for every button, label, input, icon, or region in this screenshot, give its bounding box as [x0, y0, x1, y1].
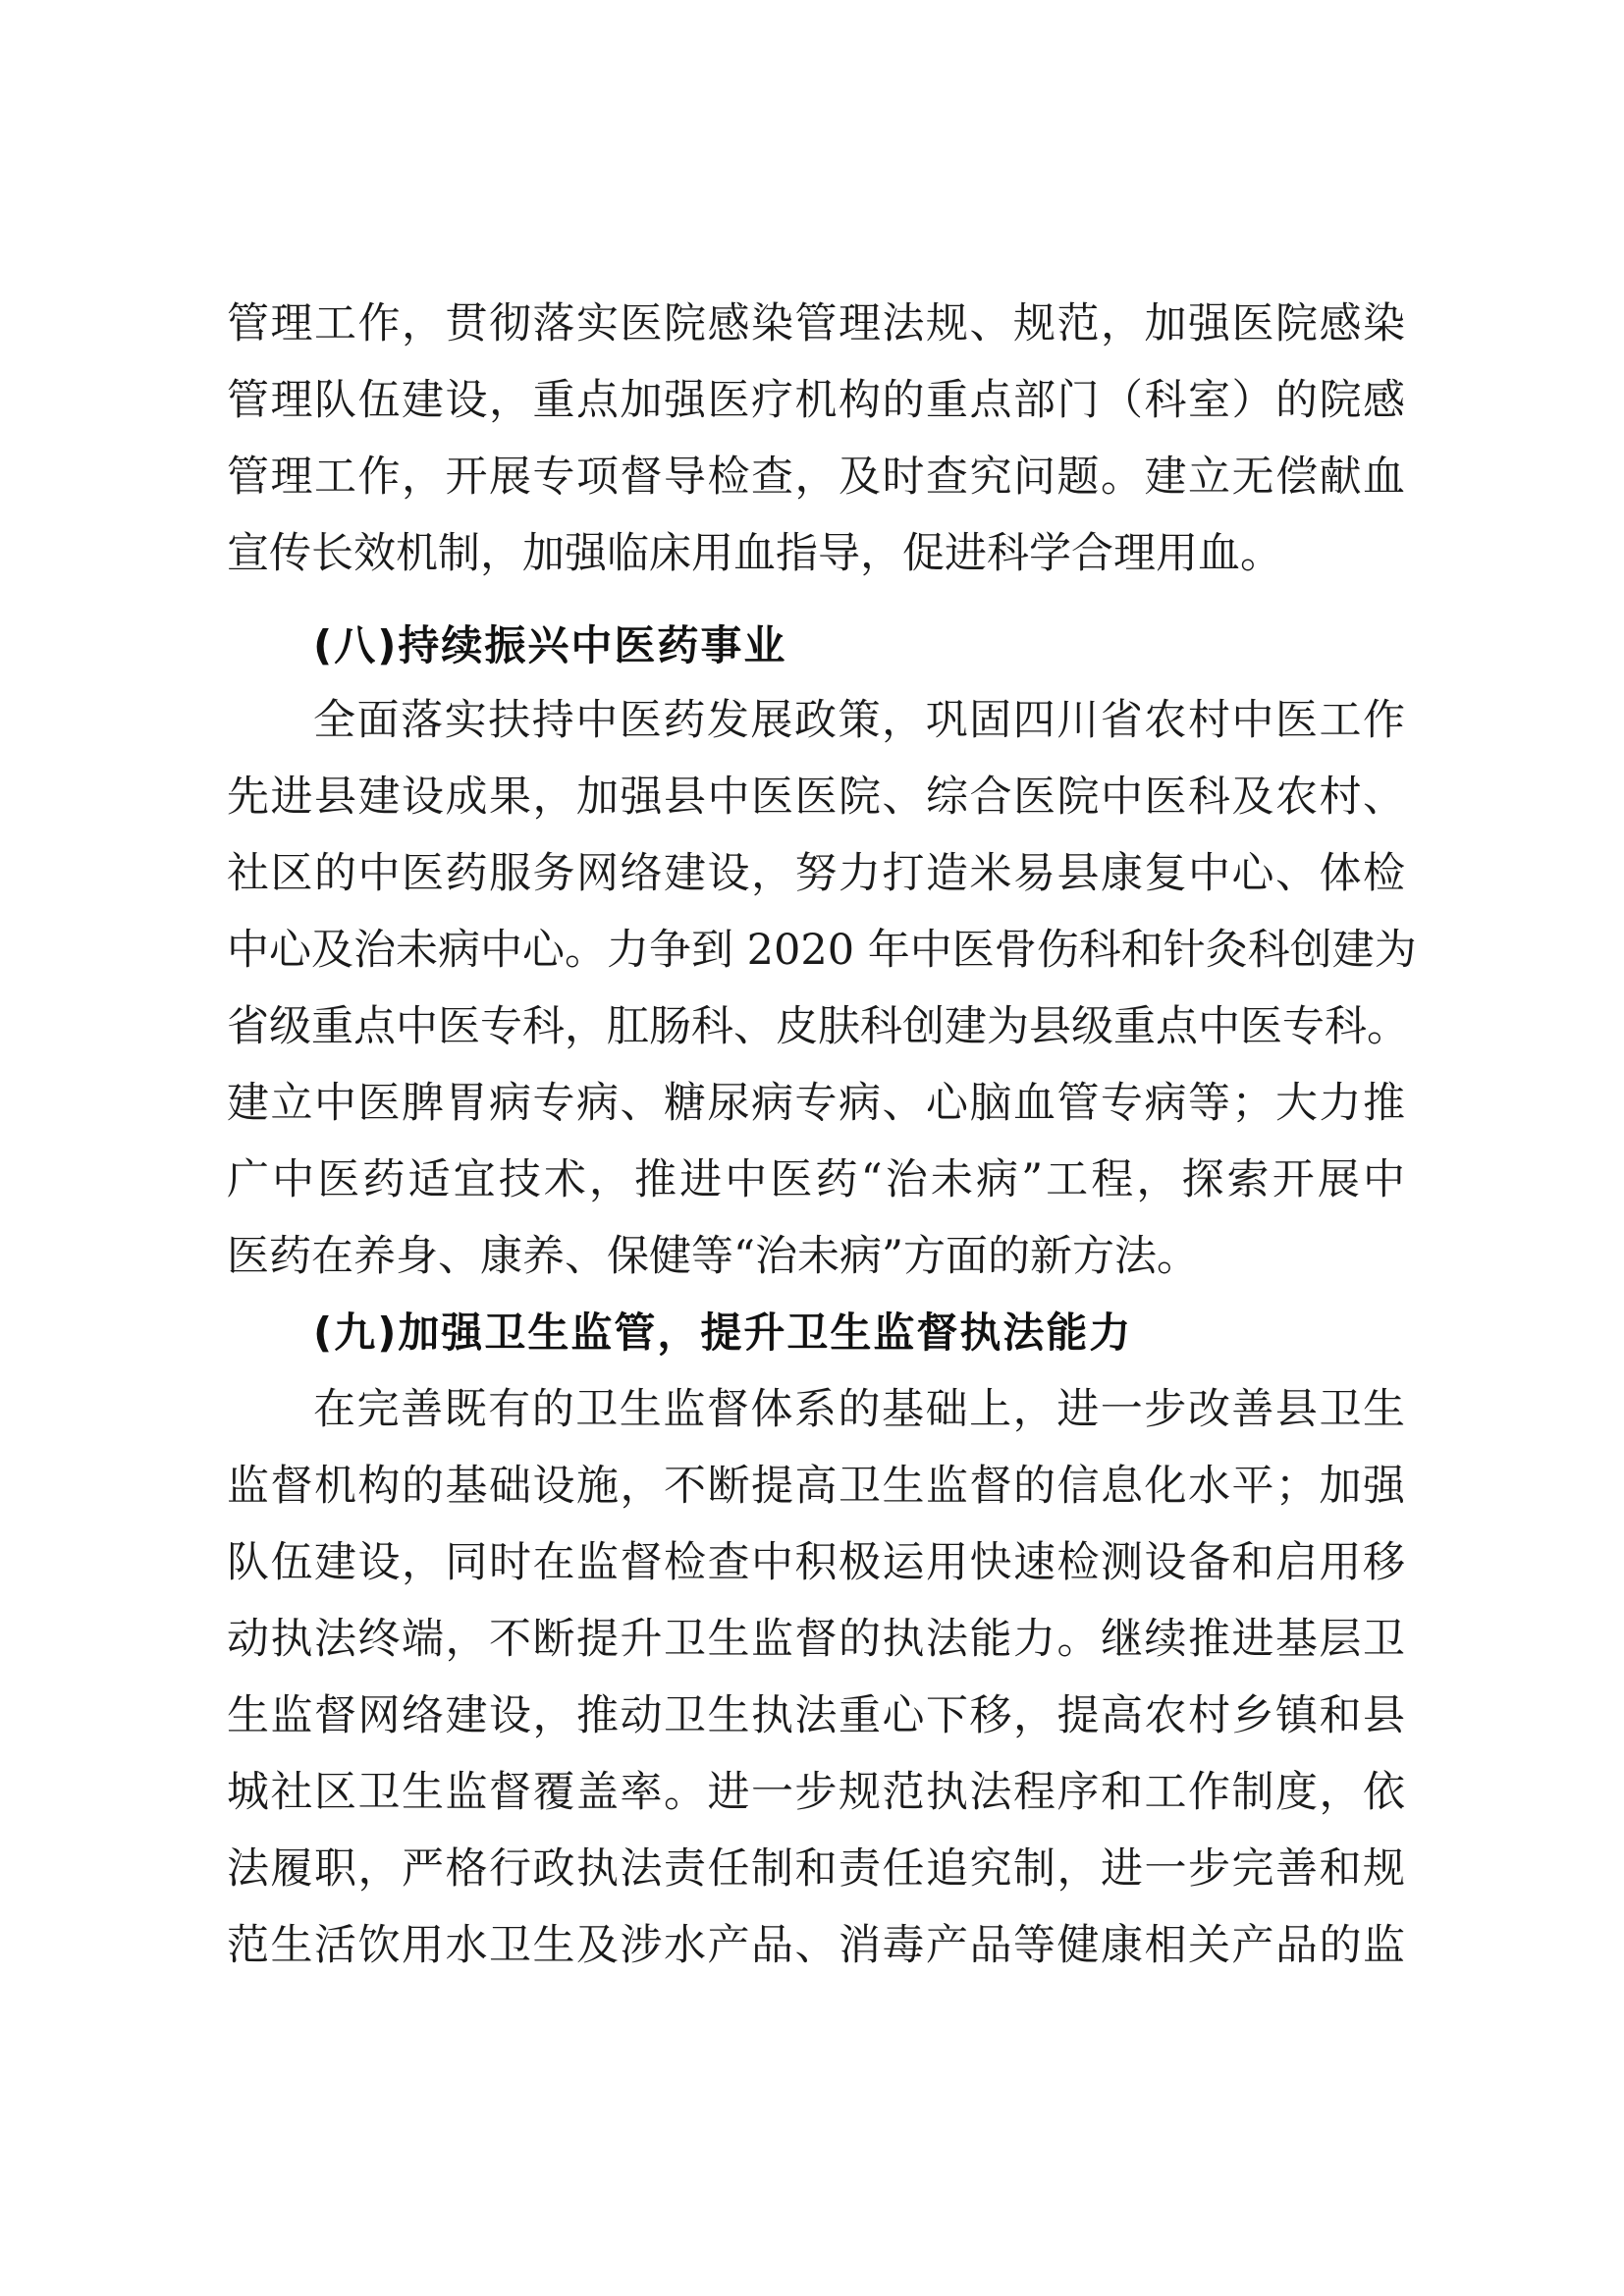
- text-line: 管理队伍建设，重点加强医疗机构的重点部门（科室）的院感: [227, 376, 1405, 425]
- text-line: 宣传长效机制，加强临床用血指导，促进科学合理用血。: [227, 529, 1282, 578]
- text-line: 中心及治未病中心。力争到 2020 年中医骨伤科和针灸科创建为: [227, 926, 1417, 975]
- text-line: 建立中医脾胃病专病、糖尿病专病、心脑血管专病等；大力推: [227, 1079, 1405, 1128]
- text-line: 省级重点中医专科，肛肠科、皮肤科创建为县级重点中医专科。: [227, 1002, 1409, 1051]
- text-line: 全面落实扶持中医药发展政策，巩固四川省农村中医工作: [313, 696, 1405, 745]
- text-line: 范生活饮用水卫生及涉水产品、消毒产品等健康相关产品的监: [227, 1921, 1405, 1970]
- text-line: 管理工作，开展专项督导检查，及时查究问题。建立无偿献血: [227, 453, 1405, 502]
- section-heading: (八)持续振兴中医药事业: [313, 621, 787, 669]
- text-line: 监督机构的基础设施，不断提高卫生监督的信息化水平；加强: [227, 1462, 1405, 1511]
- text-line: 先进县建设成果，加强县中医医院、综合医院中医科及农村、: [227, 773, 1405, 822]
- text-line: 广中医药适宜技术，推进中医药“治未病”工程，探索开展中: [227, 1155, 1405, 1204]
- text-line: 管理工作，贯彻落实医院感染管理法规、规范，加强医院感染: [227, 299, 1405, 348]
- text-line: 生监督网络建设，推动卫生执法重心下移，提高农村乡镇和县: [227, 1691, 1405, 1740]
- text-line: 动执法终端，不断提升卫生监督的执法能力。继续推进基层卫: [227, 1615, 1405, 1664]
- text-line: 社区的中医药服务网络建设，努力打造米易县康复中心、体检: [227, 849, 1405, 898]
- text-line: 队伍建设，同时在监督检查中积极运用快速检测设备和启用移: [227, 1538, 1405, 1587]
- text-line: 城社区卫生监督覆盖率。进一步规范执法程序和工作制度，依: [227, 1768, 1405, 1817]
- text-line: 医药在养身、康养、保健等“治未病”方面的新方法。: [227, 1232, 1199, 1281]
- section-heading: (九)加强卫生监管，提升卫生监督执法能力: [313, 1308, 1133, 1357]
- text-line: 在完善既有的卫生监督体系的基础上，进一步改善县卫生: [313, 1385, 1405, 1434]
- text-line: 法履职，严格行政执法责任制和责任追究制，进一步完善和规: [227, 1844, 1405, 1894]
